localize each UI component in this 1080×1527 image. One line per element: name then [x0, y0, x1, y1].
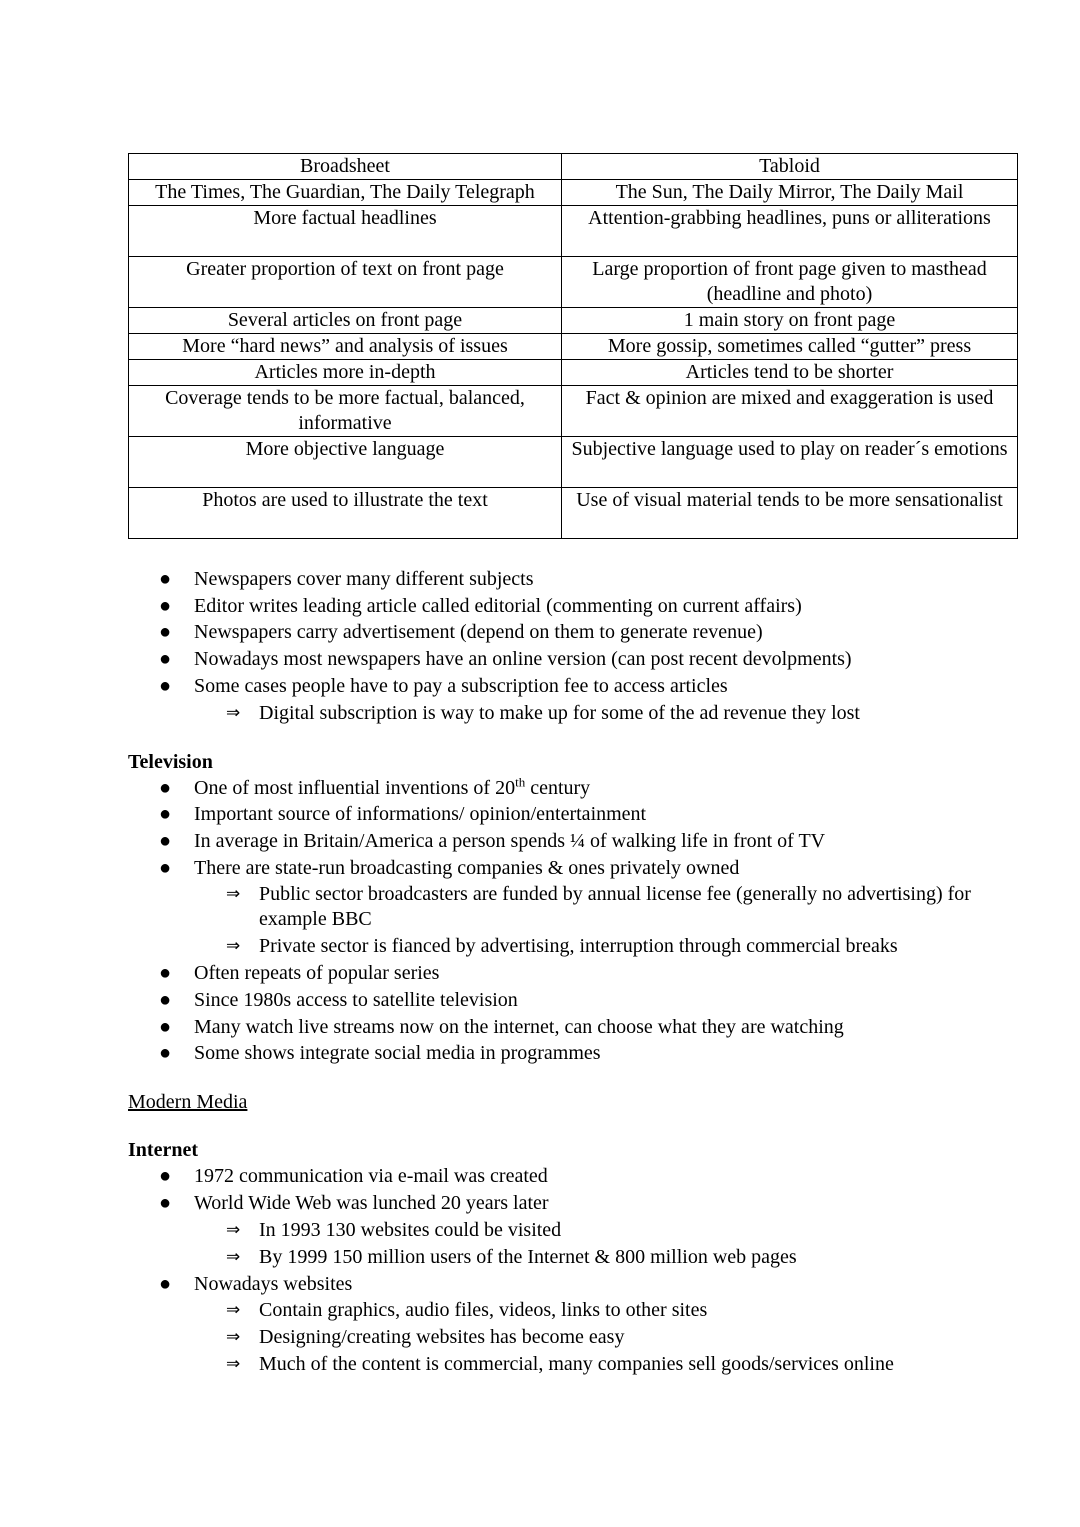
list-item-text: Nowadays websites — [194, 1272, 353, 1295]
list-item — [128, 801, 1008, 828]
television-bullet-list — [128, 775, 1008, 1068]
list-item — [128, 1014, 1008, 1041]
bullet-icon: ● — [159, 648, 172, 671]
table-row — [129, 488, 1018, 539]
sub-list-item-text: Private sector is fianced by advertising, interruption through commercial breaks — [259, 935, 898, 958]
bullet-icon: ● — [159, 674, 172, 697]
notes-body — [128, 566, 1008, 1378]
table-cell: 1 main story on front page — [562, 308, 1018, 334]
table-row — [129, 334, 1018, 360]
double-arrow-icon: ⇒ — [226, 702, 241, 723]
list-item — [128, 1271, 1008, 1379]
list-item-text: 1972 communication via e-mail was created — [194, 1165, 548, 1188]
sub-list — [194, 700, 1008, 727]
bullet-icon: ● — [159, 776, 172, 799]
list-item — [128, 1163, 1008, 1190]
sub-list-item — [194, 1244, 1008, 1271]
list-item — [128, 775, 1008, 802]
table-header-row — [129, 154, 1018, 180]
list-item — [128, 855, 1008, 961]
table-cell: Attention-grabbing headlines, puns or alliterations — [562, 206, 1018, 257]
list-item-text: Nowadays most newspapers have an online version (can post recent devolpments) — [194, 648, 852, 671]
table-cell: Fact & opinion are mixed and exaggeration is used — [562, 386, 1018, 437]
table-cell: Photos are used to illustrate the text — [129, 488, 562, 539]
bullet-icon: ● — [159, 1272, 172, 1295]
list-item — [128, 673, 1008, 727]
table-cell: Large proportion of front page given to masthead (headline and photo) — [562, 257, 1018, 308]
double-arrow-icon: ⇒ — [226, 936, 241, 957]
double-arrow-icon: ⇒ — [226, 884, 241, 905]
list-item-text: Important source of informations/ opinion/entertainment — [194, 803, 647, 826]
bullet-icon: ● — [159, 568, 172, 590]
sub-list — [194, 1297, 1008, 1378]
list-item-text: Editor writes leading article called editorial (commenting on current affairs) — [194, 594, 802, 617]
table-cell: Subjective language used to play on reader´s emotions — [562, 437, 1018, 488]
list-item — [128, 1040, 1008, 1067]
list-item — [128, 960, 1008, 987]
bullet-icon: ● — [159, 856, 172, 879]
list-item — [128, 566, 1008, 593]
sub-list-item — [194, 1324, 1008, 1351]
table-cell: Coverage tends to be more factual, balanced, informative — [129, 386, 562, 437]
table-cell: The Sun, The Daily Mirror, The Daily Mail — [562, 180, 1018, 206]
sub-list-item — [194, 933, 1008, 960]
section-title-modern-media: Modern Media — [128, 1091, 248, 1114]
double-arrow-icon: ⇒ — [226, 1300, 241, 1321]
table-header-broadsheet: Broadsheet — [129, 154, 562, 180]
table-row — [129, 257, 1018, 308]
table-row — [129, 386, 1018, 437]
sub-list — [194, 881, 1008, 960]
list-item-text: There are state-run broadcasting companies & ones privately owned — [194, 856, 740, 879]
sub-list — [194, 1217, 1008, 1271]
sub-list-item — [194, 881, 1008, 933]
table-cell: More gossip, sometimes called “gutter” press — [562, 334, 1018, 360]
table-cell: Use of visual material tends to be more sensationalist — [562, 488, 1018, 539]
sub-list-item-text: Digital subscription is way to make up for some of the ad revenue they lost — [259, 701, 860, 724]
list-item-text: Newspapers carry advertisement (depend on them to generate revenue) — [194, 621, 763, 644]
newspaper-bullet-list — [128, 566, 1008, 727]
bullet-icon: ● — [159, 1165, 172, 1188]
list-item — [128, 828, 1008, 855]
table-cell: More factual headlines — [129, 206, 562, 257]
bullet-icon: ● — [159, 594, 172, 617]
bullet-icon: ● — [159, 1015, 172, 1038]
sub-list-item-text: Public sector broadcasters are funded by annual license fee (generally no advertising) for example BBC — [259, 883, 971, 931]
table-row — [129, 206, 1018, 257]
table-row — [129, 308, 1018, 334]
list-item-text: Often repeats of popular series — [194, 962, 440, 985]
list-item-text: Newspapers cover many different subjects — [194, 568, 534, 590]
list-item — [128, 1190, 1008, 1271]
bullet-icon: ● — [159, 803, 172, 826]
list-item-text: century — [525, 776, 591, 799]
section-title-internet: Internet — [128, 1139, 198, 1162]
list-item-text: In average in Britain/America a person spends ¼ of walking life in front of TV — [194, 829, 826, 852]
table-cell: The Times, The Guardian, The Daily Telegraph — [129, 180, 562, 206]
list-item-text: Some cases people have to pay a subscription fee to access articles — [194, 674, 728, 697]
bullet-icon: ● — [159, 829, 172, 852]
list-item — [128, 987, 1008, 1014]
table-cell: Articles tend to be shorter — [562, 360, 1018, 386]
table-cell: More “hard news” and analysis of issues — [129, 334, 562, 360]
list-item-text: Many watch live streams now on the internet, can choose what they are watching — [194, 1015, 844, 1038]
double-arrow-icon: ⇒ — [226, 1354, 241, 1375]
list-item-text: One of most influential inventions of 20 — [194, 776, 516, 799]
list-item — [128, 593, 1008, 620]
bullet-icon: ● — [159, 989, 172, 1012]
sub-list-item-text: Much of the content is commercial, many companies sell goods/services online — [259, 1353, 894, 1376]
section-title-television: Television — [128, 750, 213, 773]
bullet-icon: ● — [159, 1191, 172, 1214]
list-item-text: Some shows integrate social media in programmes — [194, 1042, 601, 1065]
superscript: th — [515, 773, 526, 789]
internet-bullet-list — [128, 1163, 1008, 1378]
list-item — [128, 619, 1008, 646]
double-arrow-icon: ⇒ — [226, 1246, 241, 1267]
sub-list-item — [194, 1297, 1008, 1324]
sub-list-item-text: Designing/creating websites has become easy — [259, 1326, 625, 1349]
table-row — [129, 437, 1018, 488]
double-arrow-icon: ⇒ — [226, 1219, 241, 1240]
table-header-tabloid: Tabloid — [562, 154, 1018, 180]
sub-list-item-text: Contain graphics, audio files, videos, links to other sites — [259, 1299, 708, 1322]
bullet-icon: ● — [159, 962, 172, 985]
broadsheet-tabloid-table — [128, 153, 1018, 539]
double-arrow-icon: ⇒ — [226, 1327, 241, 1348]
sub-list-item — [194, 700, 1008, 727]
sub-list-item — [194, 1217, 1008, 1244]
table-cell: Several articles on front page — [129, 308, 562, 334]
sub-list-item-text: By 1999 150 million users of the Internet & 800 million web pages — [259, 1245, 797, 1268]
table-cell: Greater proportion of text on front page — [129, 257, 562, 308]
list-item-text: World Wide Web was lunched 20 years later — [194, 1191, 549, 1214]
table-cell: More objective language — [129, 437, 562, 488]
bullet-icon: ● — [159, 621, 172, 644]
bullet-icon: ● — [159, 1042, 172, 1065]
sub-list-item-text: In 1993 130 websites could be visited — [259, 1218, 562, 1241]
list-item — [128, 646, 1008, 673]
sub-list-item — [194, 1351, 1008, 1378]
table-cell: Articles more in-depth — [129, 360, 562, 386]
table-row — [129, 360, 1018, 386]
list-item-text: Since 1980s access to satellite television — [194, 989, 518, 1012]
table-row — [129, 180, 1018, 206]
